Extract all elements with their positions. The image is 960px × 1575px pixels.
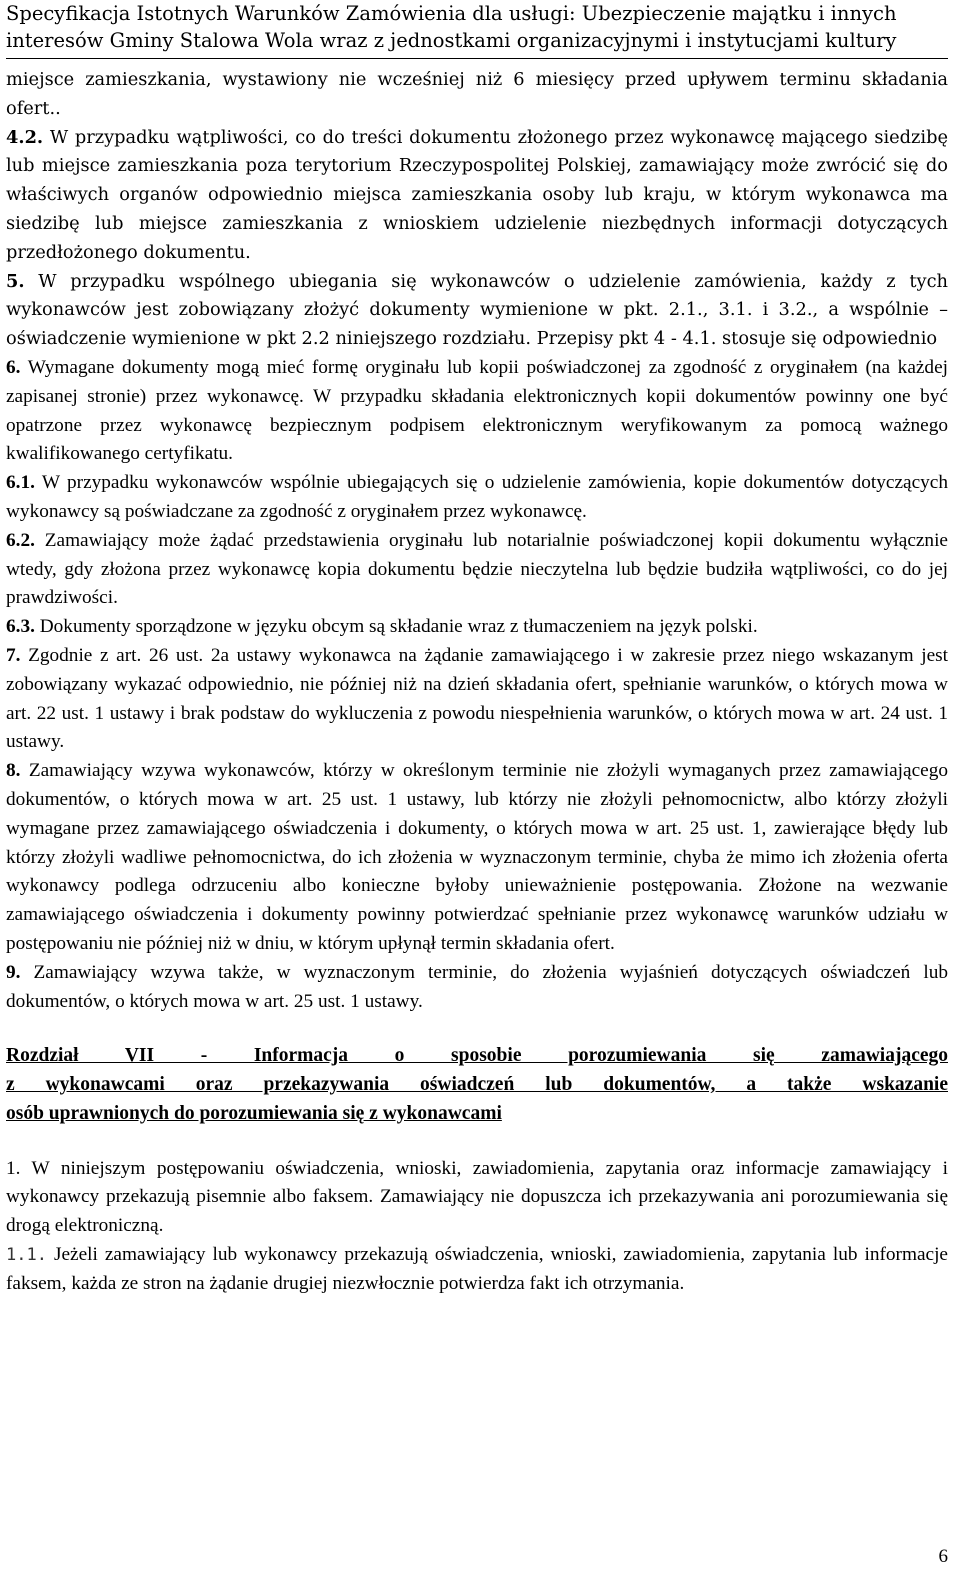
paragraph-text: Wymagane dokumenty mogą mieć formę oryginału lub kopii poświadczonej za zgodność z oryginałem (na każdej zapisanej stronie) przez wykonawcę. W przypadku składania elektronicznych kopii dokumentów powinny one być opatrzone przez wykonawcę bezpiecznym podpisem elektronicznym weryfikowanym za pomocą ważnego kwalifikowanego certyfikatu. [6, 356, 948, 465]
page-header [6, 0, 948, 54]
paragraph-6 [6, 354, 948, 469]
paragraph-7 [6, 642, 948, 757]
page-number: 6 [938, 1546, 948, 1567]
paragraph-number: 6.3. [6, 616, 35, 638]
paragraph-text: Zamawiający może żądać przedstawienia oryginału lub notarialnie poświadczonej kopii dokumentu wyłącznie wtedy, gdy złożona przez wykonawcę kopia dokumentu będzie nieczytelna lub będzie budziła wątpliwości, co do jej prawdziwości. [6, 529, 948, 609]
paragraph-chapter-1: 1. W niniejszym postępowaniu oświadczenia, wnioski, zawiadomienia, zapytania oraz informacje zamawiający i wykonawcy przekazują pisemnie albo faksem. Zamawiający nie dopuszcza ich przekazywania ani porozumiewania się drogą elektroniczną. [6, 1157, 948, 1237]
spacer [6, 1129, 948, 1155]
paragraph-number: 6.2. [6, 529, 35, 551]
paragraph-number: 9. [6, 961, 21, 983]
paragraph-number: 7. [6, 644, 21, 666]
header-divider [6, 58, 948, 59]
paragraph-number: 6. [6, 356, 21, 378]
paragraph-number: 1.1. [6, 1245, 47, 1266]
paragraph-text: Dokumenty sporządzone w języku obcym są składanie wraz z tłumaczeniem na język polski. [34, 616, 758, 638]
paragraph-text: W przypadku wspólnego ubiegania się wykonawców o udzielenie zamówienia, każdy z tych wykonawców jest zobowiązany złożyć dokumenty wymienione w pkt. 2.1., 3.1. i 3.2., a wspólnie – oświadczenie wymienione w pkt 2.2 niniejszego rozdziału. Przepisy pkt 4 - 4.1. stosuje się odpowiednio [6, 270, 948, 350]
paragraph-4-2 [6, 124, 948, 268]
chapter-heading [6, 1042, 948, 1128]
paragraph-number: 6.1. [6, 472, 35, 494]
paragraph-6-3 [6, 613, 948, 642]
header-line-1: Specyfikacja Istotnych Warunków Zamówienia dla usługi: Ubezpieczenie majątku i innych [6, 2, 897, 25]
paragraph-9 [6, 959, 948, 1017]
paragraph-6-1 [6, 469, 948, 527]
paragraph-text: Jeżeli zamawiający lub wykonawcy przekazują oświadczenia, wnioski, zawiadomienia, zapytania lub informacje faksem, każda ze stron na żądanie drugiej niezwłocznie potwierdza fakt ich otrzymania. [6, 1244, 948, 1294]
paragraph-number: 8. [6, 760, 21, 782]
paragraph-text: W przypadku wykonawców wspólnie ubiegających się o udzielenie zamówienia, kopie dokumentów dotyczących wykonawcy są poświadczane za zgodność z oryginałem przez wykonawcę. [6, 472, 948, 522]
header-line-2: interesów Gminy Stalowa Wola wraz z jednostkami organizacyjnymi i instytucjami kultury [6, 29, 897, 52]
paragraph-chapter-1-1 [6, 1241, 948, 1299]
paragraph-8 [6, 757, 948, 959]
paragraph-continuation: miejsce zamieszkania, wystawiony nie wcześniej niż 6 miesięcy przed upływem terminu składania ofert.. [6, 69, 948, 119]
paragraph-number: 5. [6, 270, 25, 292]
paragraph-6-2 [6, 527, 948, 613]
chapter-heading-line-2: z wykonawcami oraz przekazywania oświadczeń lub dokumentów, a także wskazanie [6, 1074, 948, 1096]
paragraph-number: 4.2. [6, 126, 44, 148]
document-page [6, 0, 948, 1299]
paragraph-text: Zamawiający wzywa także, w wyznaczonym terminie, do złożenia wyjaśnień dotyczących oświadczeń lub dokumentów, o których mowa w art. 25 ust. 1 ustawy. [6, 961, 948, 1012]
paragraph-5 [6, 268, 948, 354]
paragraph-text: Zgodnie z art. 26 ust. 2a ustawy wykonawca na żądanie zamawiającego i w zakresie przez niego wskazanym jest zobowiązany wykazać odpowiednio, nie później niż na dzień składania ofert, spełnianie warunków, o których mowa w art. 22 ust. 1 ustawy i brak podstaw do wykluczenia z powodu niespełnienia warunków, o których mowa w art. 24 ust. 1 ustawy. [6, 644, 948, 753]
paragraph-text: W przypadku wątpliwości, co do treści dokumentu złożonego przez wykonawcę mającego siedzibę lub miejsce zamieszkania poza terytorium Rzeczypospolitej Polskiej, zamawiający może zwrócić się do właściwych organów odpowiednio miejsca zamieszkania osoby lub kraju, w którym wykonawca ma siedzibę lub miejsce zamieszkania z wnioskiem udzielenie niezbędnych informacji dotyczących przedłożonego dokumentu. [6, 126, 948, 263]
chapter-heading-line-3: osób uprawnionych do porozumiewania się z wykonawcami [6, 1102, 502, 1124]
chapter-heading-line-1: Rozdział VII - Informacja o sposobie porozumiewania się zamawiającego [6, 1045, 948, 1067]
paragraph-text: Zamawiający wzywa wykonawców, którzy w określonym terminie nie złożyli wymaganych przez zamawiającego dokumentów, o których mowa w art. 25 ust. 1 ustawy, lub którzy nie złożyli pełnomocnictw, albo którzy złożyli wymagane przez zamawiającego oświadczenia i dokumenty, o których mowa w art. 25 ust. 1, zawierające błędy lub którzy złożyli wadliwe pełnomocnictwa, do ich złożenia w wyznaczonym terminie, chyba że mimo ich złożenia oferta wykonawcy podlega odrzuceniu albo konieczne byłoby unieważnienie postępowania. Złożone na wezwanie zamawiającego oświadczenia i dokumenty powinny potwierdzać spełnianie przez wykonawcę warunków udziału w postępowaniu nie później niż w dniu, w którym upłynął termin składania ofert. [6, 760, 948, 954]
